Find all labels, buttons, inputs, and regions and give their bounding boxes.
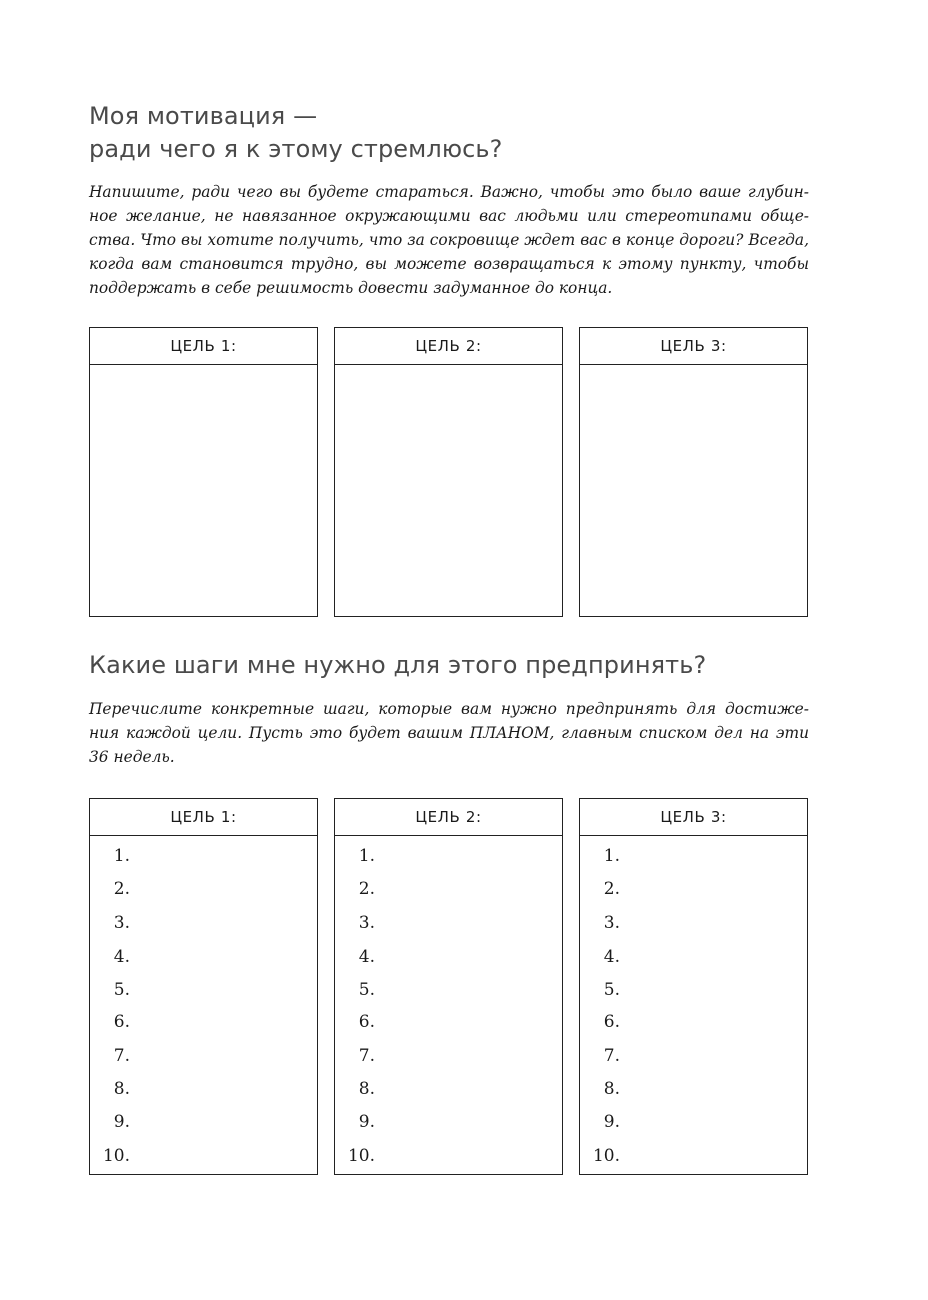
motivation-heading-line-1: Моя мотивация —	[89, 102, 318, 130]
step-number: 6.	[113, 1012, 130, 1032]
steps-goal-1-label: ЦЕЛЬ 1:	[90, 799, 317, 836]
step-number: 4.	[603, 947, 620, 967]
goal-2-writing-area[interactable]	[335, 365, 562, 616]
step-number: 7.	[358, 1046, 375, 1066]
step-number: 1.	[358, 846, 375, 866]
steps-goal-1-box	[89, 798, 318, 1175]
step-number: 5.	[113, 980, 130, 1000]
step-number: 10.	[592, 1146, 620, 1166]
step-number: 2.	[603, 879, 620, 899]
steps-goal-1-list-area[interactable]	[90, 836, 317, 1174]
step-number: 1.	[603, 846, 620, 866]
steps-goal-2-box	[334, 798, 563, 1175]
step-number: 10.	[102, 1146, 130, 1166]
step-number: 5.	[603, 980, 620, 1000]
motivation-goal-1-box	[89, 327, 318, 617]
step-number: 4.	[358, 947, 375, 967]
steps-heading	[89, 649, 706, 682]
motivation-heading	[89, 100, 503, 166]
step-number: 9.	[603, 1112, 620, 1132]
goal-1-writing-area[interactable]	[90, 365, 317, 616]
step-number: 9.	[358, 1112, 375, 1132]
step-number: 1.	[113, 846, 130, 866]
steps-goal-2-label: ЦЕЛЬ 2:	[335, 799, 562, 836]
motivation-instructions-line: ства. Что вы хотите получить, что за сокровище ждет вас в конце дороги? Всегда,	[89, 231, 809, 249]
steps-goal-2-list-area[interactable]	[335, 836, 562, 1174]
motivation-goal-3-box	[579, 327, 808, 617]
step-number: 10.	[347, 1146, 375, 1166]
step-number: 3.	[603, 913, 620, 933]
steps-heading-line: Какие шаги мне нужно для этого предпринять?	[89, 651, 707, 679]
steps-goal-3-box	[579, 798, 808, 1175]
step-number: 2.	[113, 879, 130, 899]
steps-goal-3-list-area[interactable]	[580, 836, 807, 1174]
steps-instructions	[89, 697, 809, 769]
step-number: 8.	[358, 1079, 375, 1099]
goal-3-label: ЦЕЛЬ 3:	[580, 328, 807, 365]
motivation-goal-2-box	[334, 327, 563, 617]
steps-instructions-line: 36 недель.	[89, 748, 175, 766]
step-number: 5.	[358, 980, 375, 1000]
step-number: 3.	[113, 913, 130, 933]
motivation-instructions-line: поддержать в себе решимость довести задуманное до конца.	[89, 279, 613, 297]
step-number: 2.	[358, 879, 375, 899]
motivation-instructions-line: Напишите, ради чего вы будете стараться. Важно, чтобы это было ваше глубин-	[89, 183, 809, 201]
step-number: 9.	[113, 1112, 130, 1132]
steps-goal-3-label: ЦЕЛЬ 3:	[580, 799, 807, 836]
step-number: 3.	[358, 913, 375, 933]
step-number: 6.	[603, 1012, 620, 1032]
steps-instructions-line: Перечислите конкретные шаги, которые вам нужно предпринять для достиже-	[89, 700, 809, 718]
step-number: 8.	[113, 1079, 130, 1099]
step-number: 6.	[358, 1012, 375, 1032]
motivation-instructions-line: ное желание, не навязанное окружающими вас людьми или стереотипами обще-	[89, 207, 809, 225]
goal-1-label: ЦЕЛЬ 1:	[90, 328, 317, 365]
step-number: 7.	[113, 1046, 130, 1066]
goal-2-label: ЦЕЛЬ 2:	[335, 328, 562, 365]
goal-3-writing-area[interactable]	[580, 365, 807, 616]
steps-instructions-line: ния каждой цели. Пусть это будет вашим ПЛАНОМ, главным списком дел на эти	[89, 724, 809, 742]
step-number: 8.	[603, 1079, 620, 1099]
motivation-instructions	[89, 180, 809, 300]
motivation-heading-line-2: ради чего я к этому стремлюсь?	[89, 135, 503, 163]
step-number: 7.	[603, 1046, 620, 1066]
motivation-instructions-line: когда вам становится трудно, вы можете возвращаться к этому пункту, чтобы	[89, 255, 809, 273]
step-number: 4.	[113, 947, 130, 967]
